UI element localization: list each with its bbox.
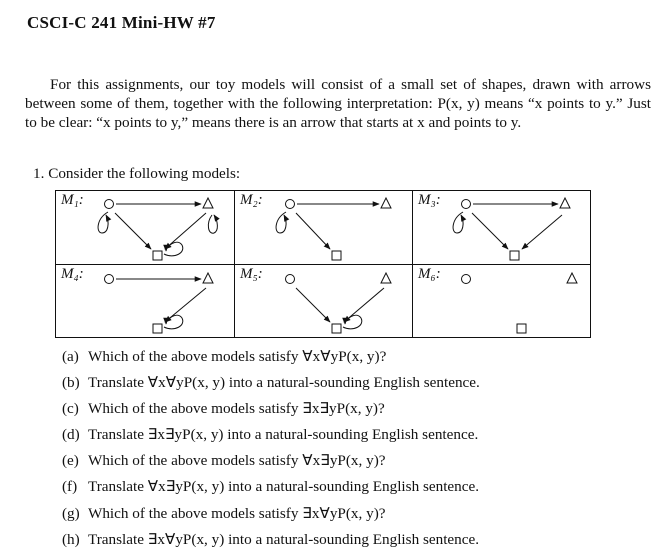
self-loop-circle — [276, 212, 286, 233]
part-text: Which of the above models satisfy ∃x∃yP(x, y)? — [88, 400, 385, 418]
triangle-shape — [203, 273, 213, 283]
model-label: M₄: — [61, 266, 84, 282]
square-shape — [332, 324, 341, 333]
part-tag: (b) — [62, 374, 80, 392]
self-loop-square — [164, 315, 183, 329]
model-label: M₁: — [61, 192, 84, 208]
question-part-e — [62, 448, 480, 474]
triangle-shape — [381, 273, 391, 283]
part-tag: (c) — [62, 400, 79, 418]
arrow-circle-to-square — [296, 288, 330, 322]
square-shape — [332, 251, 341, 260]
self-loop-triangle — [208, 215, 217, 233]
question-part-g — [62, 501, 480, 527]
part-text: Translate ∃x∀yP(x, y) into a natural-sounding English sentence. — [88, 530, 480, 548]
model-m2-diagram — [276, 198, 391, 260]
circle-shape — [462, 200, 471, 209]
part-text: Translate ∀x∀yP(x, y) into a natural-sounding English sentence. — [88, 374, 480, 392]
model-m1-diagram — [98, 198, 217, 260]
part-text: Which of the above models satisfy ∀x∃yP(x, y)? — [88, 452, 386, 470]
circle-shape — [286, 200, 295, 209]
models-diagram — [56, 191, 590, 337]
model-m6-diagram — [462, 273, 578, 333]
models-grid — [55, 190, 591, 338]
triangle-shape — [203, 198, 213, 208]
question-part-a — [62, 344, 480, 370]
part-text: Which of the above models satisfy ∀x∀yP(x, y)? — [88, 348, 387, 365]
question-part-f — [62, 474, 480, 500]
square-shape — [153, 324, 162, 333]
model-m4-diagram — [105, 273, 214, 333]
document-title: CSCI-C 241 Mini-HW #7 — [27, 13, 216, 32]
arrow-circle-to-square — [472, 213, 508, 249]
part-text: Translate ∃x∃yP(x, y) into a natural-sounding English sentence. — [88, 426, 479, 444]
circle-shape — [105, 200, 114, 209]
question-part-d — [62, 422, 480, 448]
model-label: M₃: — [418, 192, 441, 208]
circle-shape — [462, 275, 471, 284]
part-tag: (h) — [62, 530, 80, 548]
part-text: Translate ∀x∃yP(x, y) into a natural-sounding English sentence. — [88, 478, 480, 496]
arrow-circle-to-square — [115, 213, 151, 249]
model-label: M₂: — [240, 192, 263, 208]
part-tag: (d) — [62, 426, 80, 444]
part-tag: (e) — [62, 452, 79, 470]
self-loop-square — [343, 315, 362, 329]
question-part-c — [62, 396, 480, 422]
model-m5-diagram — [286, 273, 392, 333]
self-loop-circle — [453, 212, 463, 233]
square-shape — [510, 251, 519, 260]
circle-shape — [105, 275, 114, 284]
part-tag: (f) — [62, 478, 78, 496]
part-text: Which of the above models satisfy ∃x∀yP(x, y)? — [88, 504, 386, 522]
self-loop-circle — [98, 212, 108, 233]
question-parts-list — [62, 344, 480, 553]
part-tag: (a) — [62, 348, 79, 365]
square-shape — [517, 324, 526, 333]
arrow-triangle-to-square — [522, 215, 562, 249]
triangle-shape — [381, 198, 391, 208]
question-part-b — [62, 370, 480, 396]
arrow-circle-to-square — [296, 213, 330, 249]
self-loop-square — [164, 242, 183, 256]
question-1-heading: 1. Consider the following models: — [33, 165, 241, 182]
triangle-shape — [567, 273, 577, 283]
model-label: M₆: — [418, 266, 441, 282]
question-part-h — [62, 527, 480, 553]
square-shape — [153, 251, 162, 260]
part-tag: (g) — [62, 504, 80, 522]
intro-paragraph: For this assignments, our toy models will consist of a small set of shapes, drawn with arrows between some of them, together with the following interpretation: P(x, y) means “x points to y.” Just to be clear: “x points to y,” means there is an arrow that starts at x and points to y. — [25, 76, 651, 132]
triangle-shape — [560, 198, 570, 208]
model-label: M₅: — [240, 266, 263, 282]
model-m3-diagram — [453, 198, 570, 260]
circle-shape — [286, 275, 295, 284]
